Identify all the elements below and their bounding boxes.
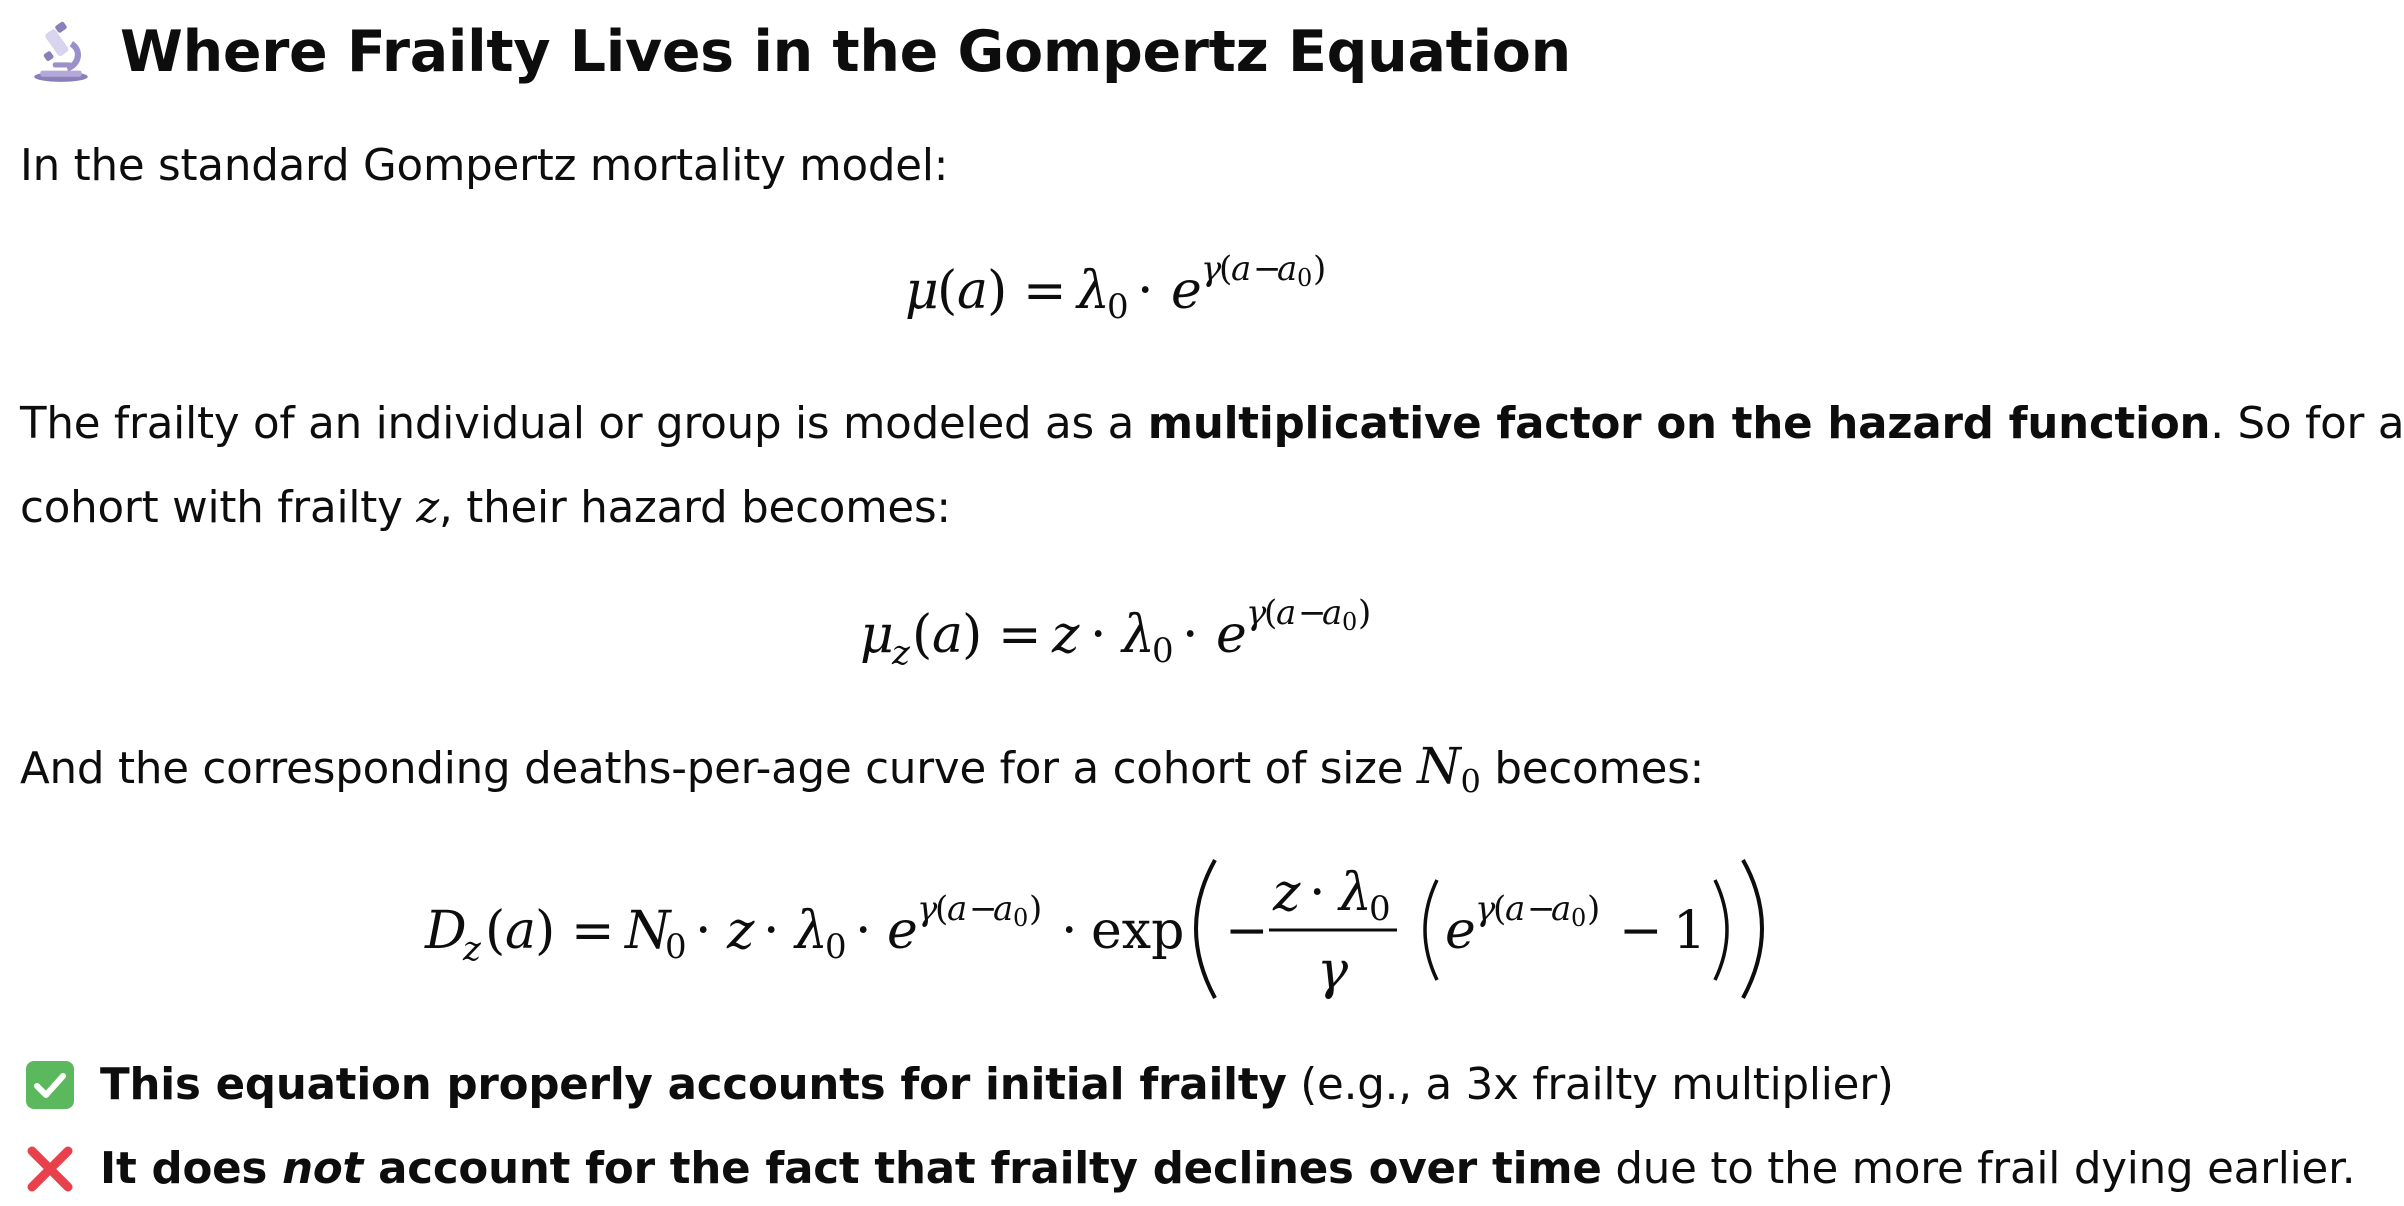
deaths-variable-n: N — [1416, 737, 1461, 795]
svg-text:e: e — [1445, 901, 1476, 961]
svg-text:e: e — [1216, 605, 1247, 665]
svg-text:a: a — [993, 889, 1014, 929]
svg-text:(: ( — [1219, 249, 1233, 289]
svg-text:0: 0 — [1571, 904, 1587, 932]
svg-text:(: ( — [937, 261, 958, 321]
svg-text:·: · — [1309, 863, 1326, 923]
check-mark-icon — [24, 1059, 76, 1111]
svg-text:(: ( — [912, 605, 933, 665]
svg-text:a: a — [932, 605, 964, 665]
svg-text:z: z — [1052, 605, 1080, 665]
svg-text:μ: μ — [905, 261, 939, 321]
svg-text:a: a — [947, 889, 968, 929]
svg-text:−: − — [969, 889, 998, 929]
deaths-variable-subscript: 0 — [1460, 762, 1481, 801]
svg-text:a: a — [1276, 593, 1297, 633]
svg-text:−: − — [1253, 249, 1282, 289]
svg-text:0: 0 — [1013, 904, 1029, 932]
svg-text:γ: γ — [1246, 593, 1267, 633]
svg-text:): ) — [535, 901, 556, 961]
svg-text:D: D — [425, 901, 467, 961]
svg-text:λ: λ — [1122, 605, 1155, 665]
microscope-icon — [28, 19, 94, 85]
equation-1-graphic — [905, 244, 1375, 334]
svg-text:·: · — [855, 901, 872, 961]
svg-text:λ: λ — [795, 901, 828, 961]
svg-text:): ) — [1587, 889, 1601, 929]
frailty-text-part2: . So for a — [2210, 399, 2404, 449]
frailty-variable-z: z — [416, 483, 439, 533]
frailty-bold-text: multiplicative factor on the hazard function — [1147, 399, 2211, 449]
frailty-paragraph-line1 — [20, 382, 2404, 466]
svg-text:0: 0 — [1152, 631, 1174, 671]
svg-text:·: · — [1061, 901, 1078, 961]
bullet-1-rest: (e.g., a 3x frailty multiplier) — [1286, 1060, 1894, 1110]
svg-text:γ: γ — [1475, 889, 1496, 929]
svg-text:0: 0 — [1342, 608, 1358, 636]
svg-text:γ: γ — [917, 889, 938, 929]
svg-text:λ: λ — [1339, 863, 1372, 923]
svg-text:γ: γ — [1201, 249, 1222, 289]
frailty-paragraph-line2 — [20, 466, 951, 550]
svg-text:0: 0 — [665, 927, 687, 967]
svg-text:0: 0 — [1297, 264, 1313, 292]
svg-text:λ: λ — [1077, 261, 1110, 321]
intro-text: In the standard Gompertz mortality model: — [20, 141, 949, 191]
svg-text:0: 0 — [1107, 287, 1129, 327]
equation-3-graphic — [425, 848, 1885, 1008]
svg-text:a: a — [505, 901, 537, 961]
bullet-2-bold-italic: not — [282, 1144, 364, 1194]
bullet-accounts-initial-frailty — [24, 1050, 1894, 1120]
svg-text:e: e — [1171, 261, 1202, 321]
svg-text:): ) — [987, 261, 1008, 321]
svg-text:μ: μ — [860, 605, 894, 665]
svg-text:−: − — [1225, 901, 1269, 961]
svg-text:(: ( — [485, 901, 506, 961]
equation-gompertz-hazard — [0, 244, 2280, 347]
svg-text:·: · — [695, 901, 712, 961]
page-title: Where Frailty Lives in the Gompertz Equation — [120, 19, 1571, 85]
svg-text:·: · — [763, 901, 780, 961]
svg-text:): ) — [1358, 593, 1372, 633]
svg-text:): ) — [1029, 889, 1043, 929]
svg-text:·: · — [1137, 261, 1154, 321]
svg-text:=: = — [1023, 261, 1067, 321]
svg-text:z: z — [463, 929, 481, 969]
section-heading — [28, 14, 1571, 90]
svg-text:z: z — [892, 633, 910, 673]
svg-text:0: 0 — [1369, 889, 1391, 929]
svg-text:a: a — [1322, 593, 1343, 633]
bullet-1-text — [100, 1060, 1894, 1110]
bullet-1-bold: This equation properly accounts for initial frailty — [100, 1060, 1287, 1110]
svg-text:−: − — [1298, 593, 1327, 633]
bullet-2-text — [100, 1144, 2355, 1194]
svg-text:−: − — [1619, 901, 1663, 961]
svg-text:a: a — [1277, 249, 1298, 289]
bullet-2-bold-b: account for the fact that frailty declines over time — [363, 1144, 1602, 1194]
cross-mark-icon — [24, 1143, 76, 1195]
svg-text:0: 0 — [825, 927, 847, 967]
svg-text:a: a — [1231, 249, 1252, 289]
bullet-2-rest: due to the more frail dying earlier. — [1601, 1144, 2356, 1194]
svg-text:a: a — [1551, 889, 1572, 929]
frailty-text-part1: The frailty of an individual or group is modeled as a — [20, 399, 1148, 449]
frailty-line2-b: , their hazard becomes: — [438, 483, 951, 533]
svg-text:): ) — [962, 605, 983, 665]
svg-text:exp: exp — [1091, 901, 1185, 961]
svg-text:γ: γ — [1317, 941, 1349, 1001]
svg-text:e: e — [887, 901, 918, 961]
bullet-frailty-declines — [24, 1134, 2355, 1204]
svg-text:(: ( — [1264, 593, 1278, 633]
svg-text:(: ( — [935, 889, 949, 929]
bullet-2-bold-a: It does — [100, 1144, 283, 1194]
svg-text:z: z — [1273, 863, 1301, 923]
svg-text:z: z — [727, 901, 755, 961]
svg-text:=: = — [998, 605, 1042, 665]
equation-frailty-hazard — [0, 588, 2280, 691]
deaths-text-part1: And the corresponding deaths-per-age curve for a cohort of size — [20, 744, 1417, 794]
equation-deaths-per-age — [0, 848, 2280, 1021]
deaths-text-part2: becomes: — [1480, 744, 1705, 794]
svg-text:·: · — [1090, 605, 1107, 665]
svg-text:(: ( — [1493, 889, 1507, 929]
equation-2-graphic — [860, 588, 1420, 678]
svg-text:=: = — [571, 901, 615, 961]
svg-text:1: 1 — [1673, 901, 1707, 961]
deaths-paragraph — [20, 724, 1704, 824]
svg-text:a: a — [957, 261, 989, 321]
svg-text:a: a — [1505, 889, 1526, 929]
svg-text:N: N — [625, 901, 671, 961]
frailty-line2-a: cohort with frailty — [20, 483, 417, 533]
svg-text:·: · — [1182, 605, 1199, 665]
svg-text:−: − — [1527, 889, 1556, 929]
svg-text:): ) — [1313, 249, 1327, 289]
